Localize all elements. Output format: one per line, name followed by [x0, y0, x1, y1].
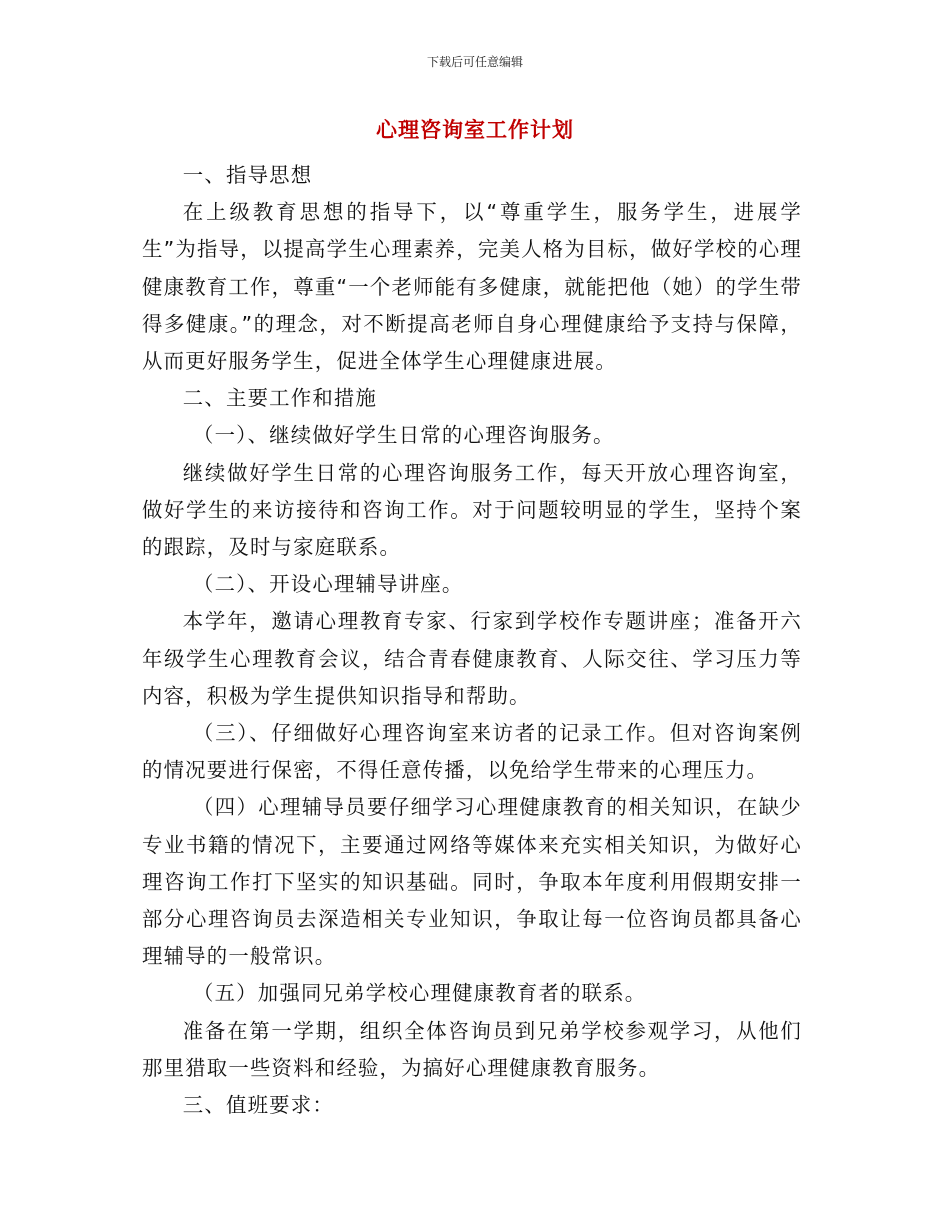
section-heading: 三、值班要求：	[182, 1093, 334, 1118]
body-paragraph: 准备在第一学期，组织全体咨询员到兄弟学校参观学习，从他们那里猎取一些资料和经验，为搞好心理健康教育服务。	[142, 1018, 802, 1080]
subsection-heading: （五）加强同兄弟学校心理健康教育者的联系。	[193, 981, 647, 1006]
subsection-heading: （一）、继续做好学生日常的心理咨询服务。	[193, 423, 615, 448]
header-note: 下载后可任意编辑	[426, 55, 523, 69]
section-heading: 二、主要工作和措施	[182, 386, 378, 411]
subsection-paragraph: （四）心理辅导员要仔细学习心理健康教育的相关知识，在缺少专业书籍的情况下，主要通过网络等媒体来充实相关知识，为做好心理咨询工作打下坚实的知识基础。同时，争取本年度利用假期安排一部分心理咨询员去深造相关专业知识，争取让每一位咨询员都具备心理辅导的一般常识。	[142, 795, 802, 969]
body-paragraph: 本学年，邀请心理教育专家、行家到学校作专题讲座；准备开六年级学生心理教育会议，结合青春健康教育、人际交往、学习压力等内容，积极为学生提供知识指导和帮助。	[142, 609, 802, 708]
body-paragraph: 在上级教育思想的指导下，以“尊重学生，服务学生，进展学生”为指导，以提高学生心理素养，完美人格为目标，做好学校的心理健康教育工作，尊重“一个老师能有多健康，就能把他（她）的学生带得多健康。”的理念，对不断提高老师自身心理健康给予支持与保障，从而更好服务学生，促进全体学生心理健康进展。	[142, 200, 802, 374]
body-paragraph: 继续做好学生日常的心理咨询服务工作，每天开放心理咨询室，做好学生的来访接待和咨询工作。对于问题较明显的学生，坚持个案的跟踪，及时与家庭联系。	[142, 460, 802, 560]
subsection-heading: （二）、开设心理辅导讲座。	[193, 572, 464, 597]
section-heading: 一、指导思想	[182, 163, 313, 187]
document-title: 心理咨询室工作计划	[376, 118, 574, 142]
subsection-paragraph: （三）、仔细做好心理咨询室来访者的记录工作。但对咨询案例的情况要进行保密，不得任意传播，以免给学生带来的心理压力。	[142, 721, 802, 783]
document-body	[142, 157, 802, 1124]
